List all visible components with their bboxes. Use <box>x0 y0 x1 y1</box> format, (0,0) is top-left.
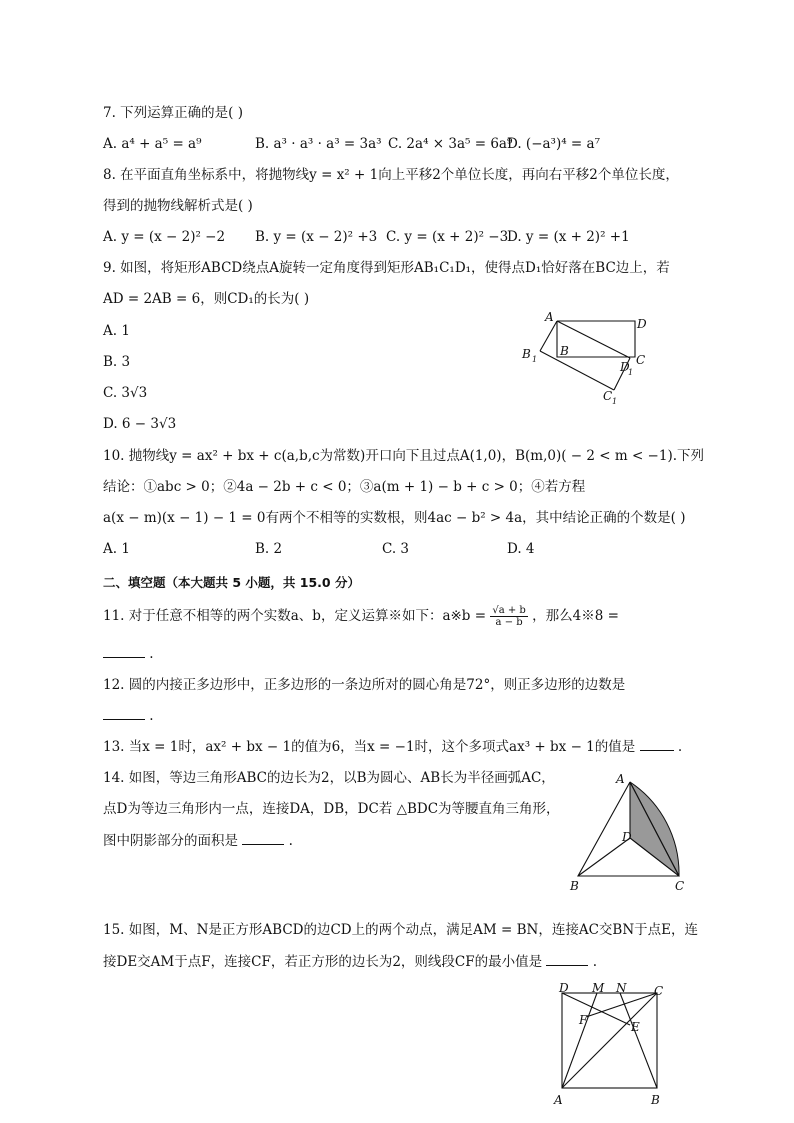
q15-stem-line1: 15. 如图，M、N是正方形ABCD的边CD上的两个动点，满足AM = BN，连接AC交BN于点E，连 <box>103 922 698 938</box>
label-d: D <box>559 981 569 995</box>
q8-stem-line2: 得到的抛物线解析式是( ) <box>103 198 253 214</box>
q11-stem-post: ，那么4※8 = <box>532 608 619 624</box>
q8-option-a: A. y = (x − 2)² −2 <box>103 229 226 245</box>
q12-answer-blank[interactable] <box>103 707 145 720</box>
square-abcd <box>562 993 657 1088</box>
q10-stem-line2: 结论：①abc > 0；②4a − 2b + c < 0；③a(m + 1) − b + c > 0；④若方程 <box>103 479 586 495</box>
q9-stem-line1: 9. 如图，将矩形ABCD绕点A旋转一定角度得到矩形AB₁C₁D₁，使得点D₁恰好落在BC边上，若 <box>103 260 670 276</box>
q10-option-b: B. 2 <box>255 541 283 557</box>
q13-stem: 13. 当x = 1时，ax² + bx − 1的值为6，当x = −1时，这个多项式ax³ + bx − 1的值是 <box>103 739 636 755</box>
q9-option-b: B. 3 <box>103 354 131 370</box>
q11-fraction-numerator: √a + b <box>492 605 526 616</box>
q9-stem-line2: AD = 2AB = 6，则CD₁的长为( ) <box>103 291 310 307</box>
label-a: A <box>545 310 554 324</box>
q11-fraction-denominator: a − b <box>495 617 523 628</box>
q7-option-d: D. (−a³)⁴ = a⁷ <box>507 136 600 152</box>
rectangle-ab1c1d1 <box>540 321 630 390</box>
label-c1: C <box>603 389 613 403</box>
q15-end: . <box>592 954 597 970</box>
q11-end: . <box>149 646 154 662</box>
label-b: B <box>560 344 569 358</box>
q8-option-c: C. y = (x + 2)² −3 <box>386 229 509 245</box>
q12-answer-line <box>103 707 154 725</box>
label-d1: D <box>620 360 630 374</box>
q10-stem-line3: a(x − m)(x − 1) − 1 = 0有两个不相等的实数根，则4ac − b² > 4a，其中结论正确的个数是( ) <box>103 510 686 526</box>
label-e: E <box>631 1020 640 1034</box>
label-f: F <box>579 1013 588 1027</box>
label-b1: B <box>522 347 531 361</box>
q11-stem-pre: 11. 对于任意不相等的两个实数a、b，定义运算※如下：a※b = <box>103 608 487 624</box>
label-m: M <box>592 981 605 995</box>
q11-fraction <box>490 605 527 628</box>
q11-answer-blank[interactable] <box>103 645 145 658</box>
q10-option-d: D. 4 <box>507 541 535 557</box>
q10-stem-line1: 10. 抛物线y = ax² + bx + c(a,b,c为常数)开口向下且过点A(1,0)，B(m,0)( − 2 < m < −1).下列 <box>103 448 705 464</box>
label-a: A <box>616 772 625 786</box>
q15-answer-blank[interactable] <box>546 953 588 966</box>
label-b1-subscript: 1 <box>532 355 538 364</box>
q14-answer-blank[interactable] <box>242 832 284 845</box>
q15-stem-line2 <box>103 953 597 971</box>
q14-end: . <box>288 833 293 849</box>
q14-stem-line3 <box>103 832 293 850</box>
q7-stem: 7. 下列运算正确的是( ) <box>103 105 243 121</box>
q8-stem-line1: 8. 在平面直角坐标系中，将抛物线y = x² + 1向上平移2个单位长度，再向右平移2个单位长度， <box>103 167 679 183</box>
q7-option-a: A. a⁴ + a⁵ = a⁹ <box>103 136 202 152</box>
q13-end: . <box>677 739 683 755</box>
label-d: D <box>637 317 647 331</box>
label-c1-subscript: 1 <box>612 397 618 406</box>
q15-stem-text: 接DE交AM于点F，连接CF，若正方形的边长为2，则线段CF的最小值是 <box>103 954 543 970</box>
section-title-fill-in: 二、填空题（本大题共 5 小题，共 15.0 分） <box>103 575 360 590</box>
q8-option-d: D. y = (x + 2)² +1 <box>507 229 630 245</box>
label-c: C <box>675 879 685 893</box>
label-d1-subscript: 1 <box>628 368 634 377</box>
q14-stem-line2: 点D为等边三角形内一点，连接DA，DB，DC若 △BDC为等腰直角三角形， <box>103 801 560 817</box>
q14-stem-text: 图中阴影部分的面积是 <box>103 833 238 849</box>
label-n: N <box>616 981 627 995</box>
label-d: D <box>622 830 632 844</box>
q9-rectangle-rotation-figure <box>510 305 670 405</box>
q15-square-figure <box>550 980 680 1110</box>
q9-option-d: D. 6 − 3√3 <box>103 416 177 432</box>
label-a: A <box>554 1093 563 1107</box>
q12-end: . <box>149 708 154 724</box>
q8-option-b: B. y = (x − 2)² +3 <box>255 229 378 245</box>
q11-stem <box>103 605 619 628</box>
q11-answer-line <box>103 645 154 663</box>
q10-option-a: A. 1 <box>103 541 130 557</box>
q10-option-c: C. 3 <box>382 541 410 557</box>
label-b: B <box>651 1093 660 1107</box>
q9-option-a: A. 1 <box>103 323 130 339</box>
label-b: B <box>570 879 579 893</box>
q12-stem: 12. 圆的内接正多边形中，正多边形的一条边所对的圆心角是72°，则正多边形的边数是 <box>103 677 626 693</box>
q13-answer-blank[interactable] <box>640 738 674 751</box>
label-c: C <box>654 984 664 998</box>
label-c: C <box>636 353 646 367</box>
q9-option-c: C. 3√3 <box>103 385 148 401</box>
q7-option-c: C. 2a⁴ × 3a⁵ = 6a⁹ <box>388 136 513 152</box>
q14-triangle-arc-figure <box>568 768 698 894</box>
q14-stem-line1: 14. 如图，等边三角形ABC的边长为2，以B为圆心、AB长为半径画弧AC， <box>103 770 555 786</box>
q13-stem-line <box>103 738 682 756</box>
q7-option-b: B. a³ · a³ · a³ = 3a³ <box>255 136 382 152</box>
